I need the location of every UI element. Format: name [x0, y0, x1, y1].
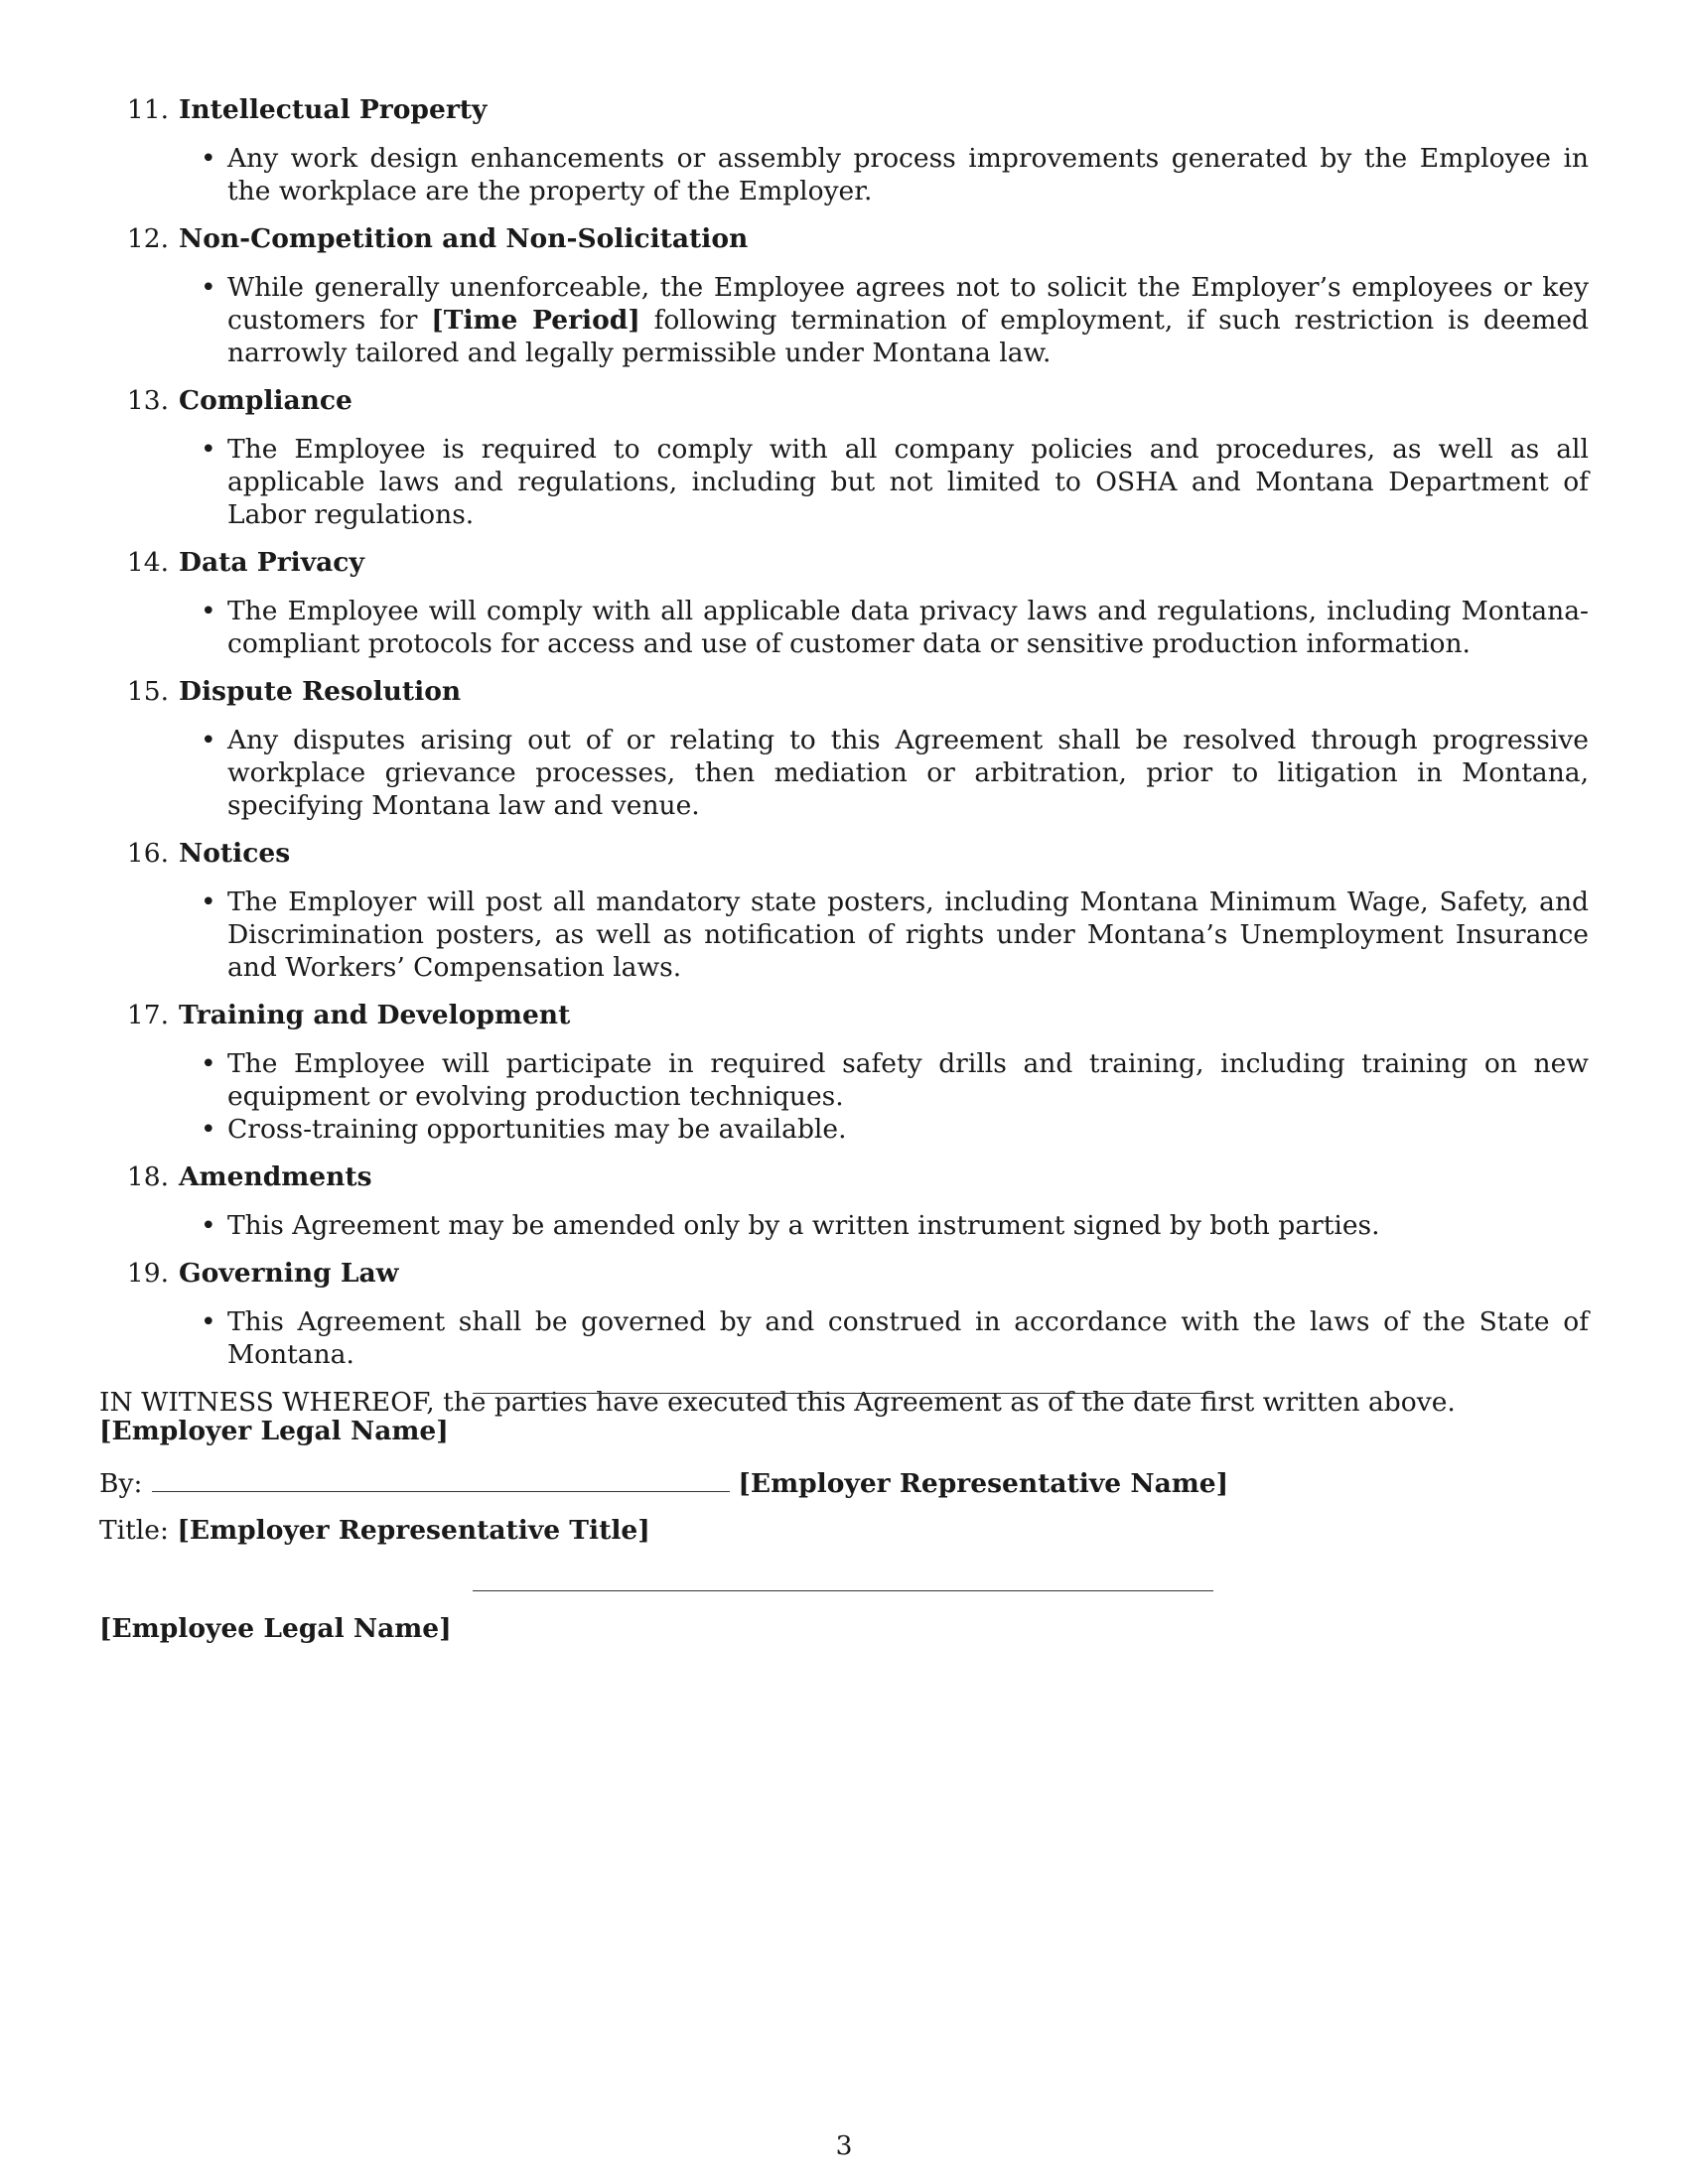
bullet-item: • Cross-training opportunities may be available.	[227, 1113, 1589, 1146]
section-heading	[99, 546, 1589, 579]
section-title: Dispute Resolution	[179, 676, 462, 707]
section-heading	[99, 1160, 1589, 1193]
title-label: Title:	[99, 1515, 169, 1546]
bullet-list	[99, 1047, 1589, 1146]
bullet-list	[99, 724, 1589, 822]
section-heading	[99, 837, 1589, 870]
by-label: By:	[99, 1468, 143, 1499]
bullet-list	[99, 271, 1589, 369]
section-heading	[99, 1257, 1589, 1290]
section-heading	[99, 384, 1589, 417]
section-heading	[99, 222, 1589, 255]
employer-representative-title: [Employer Representative Title]	[177, 1515, 650, 1546]
section-amendments	[99, 1160, 1589, 1242]
section-title: Training and Development	[179, 1000, 571, 1030]
bullet-list	[99, 1209, 1589, 1242]
section-number: 14.	[126, 547, 169, 578]
section-governing-law	[99, 1257, 1589, 1371]
agreement-body	[99, 93, 1589, 1419]
bullet-list	[99, 595, 1589, 660]
section-data-privacy	[99, 546, 1589, 660]
section-notices	[99, 837, 1589, 984]
section-title: Governing Law	[179, 1258, 399, 1289]
section-compliance	[99, 384, 1589, 531]
bullet-item: • This Agreement shall be governed by and construed in accordance with the laws of the State of Montana.	[227, 1305, 1589, 1371]
bullet-text: following termination of employment, if such restriction is deemed narrowly tailored and legally permissible under Montana law.	[227, 305, 1589, 368]
section-title: Compliance	[179, 385, 352, 416]
section-title: Data Privacy	[179, 547, 364, 578]
witness-statement: IN WITNESS WHEREOF, the parties have executed this Agreement as of the date first written above.	[99, 1387, 1456, 1418]
bullet-list	[99, 142, 1589, 207]
employer-legal-name: [Employer Legal Name]	[99, 1416, 449, 1446]
section-heading	[99, 675, 1589, 708]
section-title: Notices	[179, 838, 291, 869]
employer-signature-line	[473, 1393, 1213, 1394]
bullet-item	[227, 271, 1589, 369]
section-number: 16.	[126, 838, 169, 869]
employee-legal-name: [Employee Legal Name]	[99, 1613, 452, 1644]
section-heading	[99, 999, 1589, 1031]
employer-by-row	[99, 1465, 1228, 1499]
section-number: 11.	[126, 94, 169, 125]
employee-signature-line	[473, 1590, 1213, 1591]
section-number: 15.	[126, 676, 169, 707]
bullet-list	[99, 1305, 1589, 1371]
bullet-item: • The Employee is required to comply with all company policies and procedures, as well as all applicable laws and regulations, including but not limited to OSHA and Montana Department of Labor regulations.	[227, 433, 1589, 531]
section-number: 19.	[126, 1258, 169, 1289]
employer-representative-name: [Employer Representative Name]	[738, 1468, 1229, 1499]
section-non-competition	[99, 222, 1589, 369]
employer-title-row	[99, 1515, 650, 1546]
time-period-placeholder: [Time Period]	[431, 305, 640, 336]
bullet-list	[99, 886, 1589, 984]
section-number: 13.	[126, 385, 169, 416]
bullet-text: While generally unenforceable, the Employee agrees not to solicit the Employer’s employees or key customers for	[227, 272, 1589, 336]
section-training	[99, 999, 1589, 1146]
bullet-item: • The Employee will participate in required safety drills and training, including training on new equipment or evolving production techniques.	[227, 1047, 1589, 1113]
section-number: 18.	[126, 1161, 169, 1192]
section-title: Amendments	[179, 1161, 372, 1192]
by-signature-blank	[152, 1465, 730, 1492]
bullet-item: • Any disputes arising out of or relating to this Agreement shall be resolved through progressive workplace grievance processes, then mediation or arbitration, prior to litigation in Montana, specifying Montana law and venue.	[227, 724, 1589, 822]
section-heading	[99, 93, 1589, 126]
bullet-item: • This Agreement may be amended only by a written instrument signed by both parties.	[227, 1209, 1589, 1242]
section-dispute-resolution	[99, 675, 1589, 822]
bullet-list	[99, 433, 1589, 531]
section-intellectual-property	[99, 93, 1589, 207]
bullet-item: • The Employer will post all mandatory state posters, including Montana Minimum Wage, Safety, and Discrimination posters, as well as notification of rights under Montana’s Unemployment Insurance and Workers’ Compensation laws.	[227, 886, 1589, 984]
page-number: 3	[835, 2130, 853, 2161]
section-number: 12.	[126, 223, 169, 254]
section-number: 17.	[126, 1000, 169, 1030]
bullet-item: • The Employee will comply with all applicable data privacy laws and regulations, including Montana-compliant protocols for access and use of customer data or sensitive production information.	[227, 595, 1589, 660]
section-title: Non-Competition and Non-Solicitation	[179, 223, 749, 254]
section-title: Intellectual Property	[179, 94, 488, 125]
bullet-item: • Any work design enhancements or assembly process improvements generated by the Employee in the workplace are the property of the Employer.	[227, 142, 1589, 207]
